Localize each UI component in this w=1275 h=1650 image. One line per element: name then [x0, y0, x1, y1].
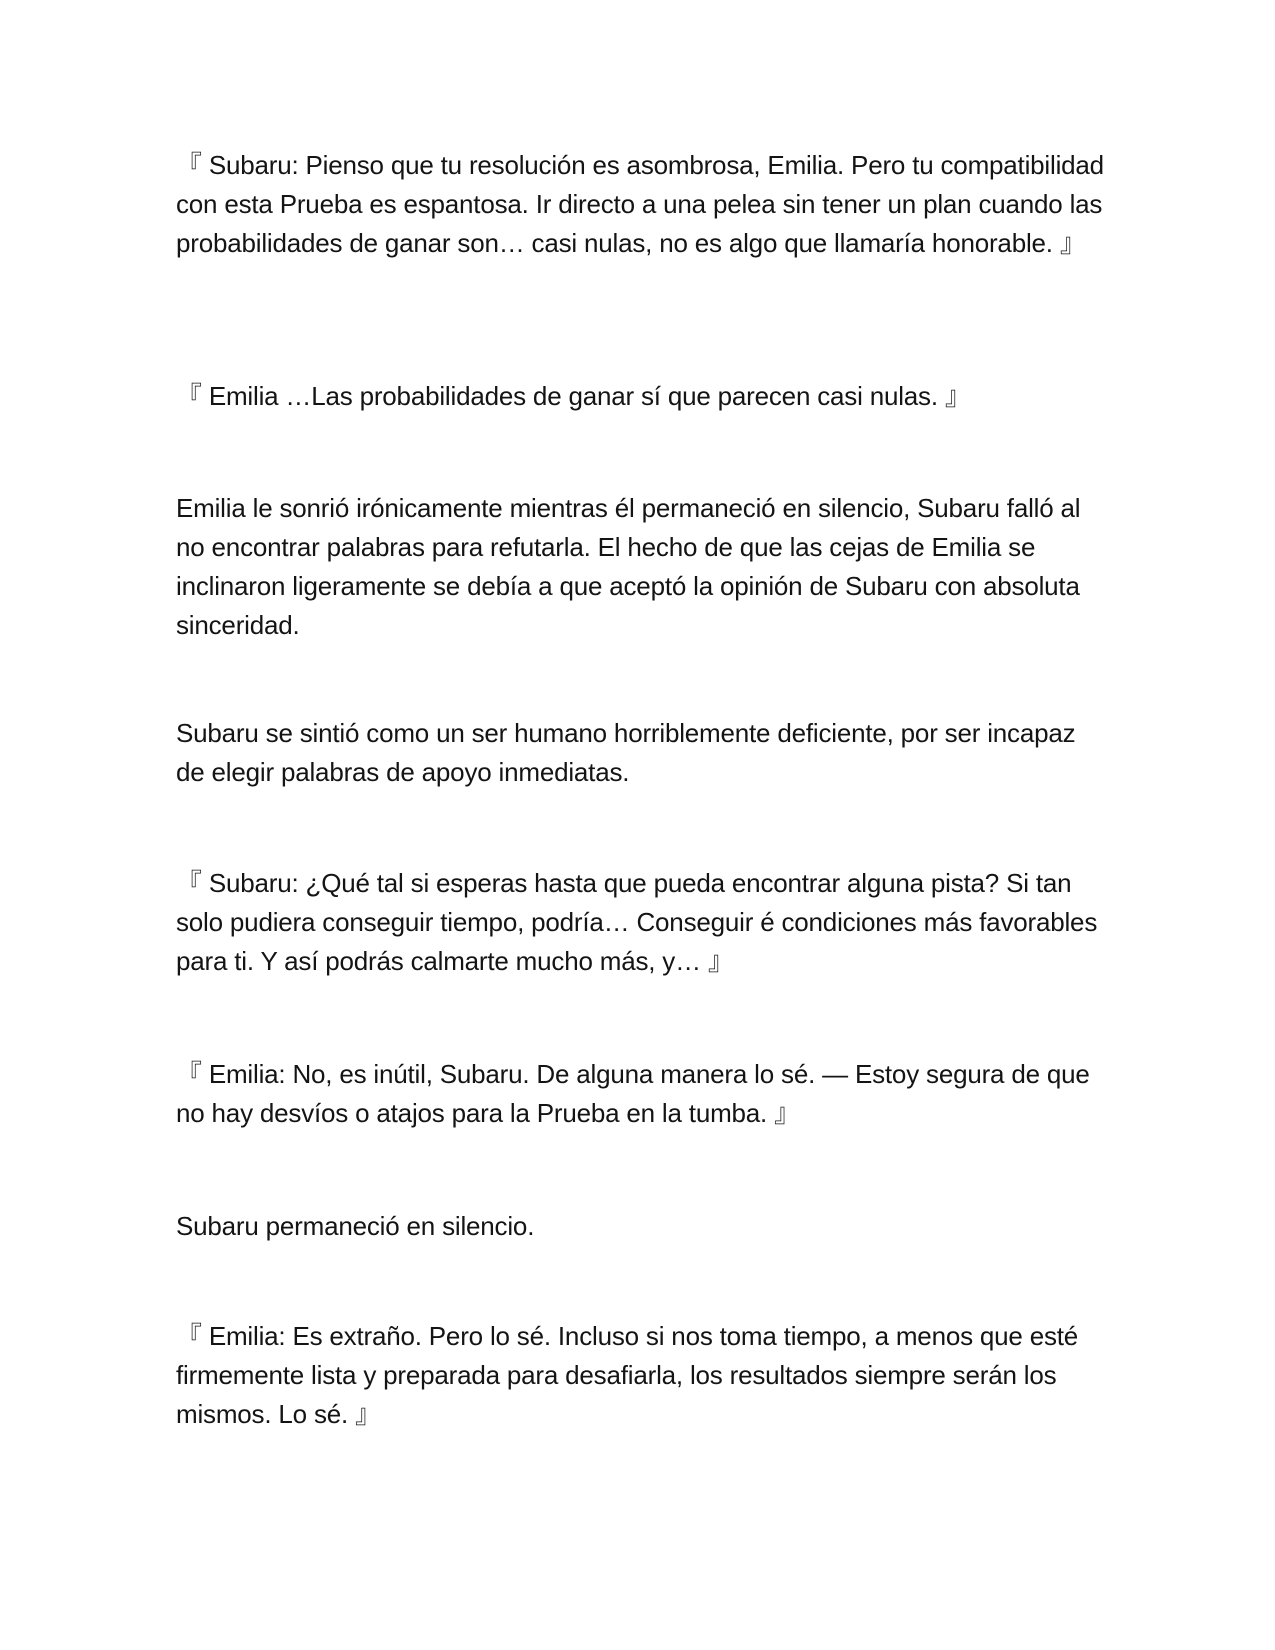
dialogue-emilia-2: 『 Emilia: No, es inútil, Subaru. De alguna manera lo sé. — Estoy segura de que no hay desvíos o atajos para la Prueba en la tumba. 』	[176, 1059, 1090, 1128]
dialogue-subaru-2: 『 Subaru: ¿Qué tal si esperas hasta que pueda encontrar alguna pista? Si tan solo pudiera conseguir tiempo, podría… Conseguir é condiciones más favorables para ti. Y así podrás calmarte mucho más, y… 』	[176, 868, 1098, 976]
narration-paragraph-1: Emilia le sonrió irónicamente mientras él permaneció en silencio, Subaru falló al no encontrar palabras para refutarla. El hecho de que las cejas de Emilia se inclinaron ligeramente se debía a que aceptó la opinión de Subaru con absoluta sinceridad.	[176, 493, 1081, 640]
dialogue-subaru-1: 『 Subaru: Pienso que tu resolución es asombrosa, Emilia. Pero tu compatibilidad con esta Prueba es espantosa. Ir directo a una pelea sin tener un plan cuando las probabilidades de ganar son… casi nulas, no es algo que llamaría honorable. 』	[176, 150, 1104, 258]
dialogue-emilia-1: 『 Emilia …Las probabilidades de ganar sí que parecen casi nulas. 』	[176, 381, 971, 411]
dialogue-emilia-3: 『 Emilia: Es extraño. Pero lo sé. Incluso si nos toma tiempo, a menos que esté firmemente lista y preparada para desafiarla, los resultados siempre serán los mismos. Lo sé. 』	[176, 1321, 1079, 1429]
narration-paragraph-2: Subaru se sintió como un ser humano horriblemente deficiente, por ser incapaz de elegir palabras de apoyo inmediatas.	[176, 718, 1076, 787]
narration-paragraph-3: Subaru permaneció en silencio.	[176, 1211, 535, 1241]
